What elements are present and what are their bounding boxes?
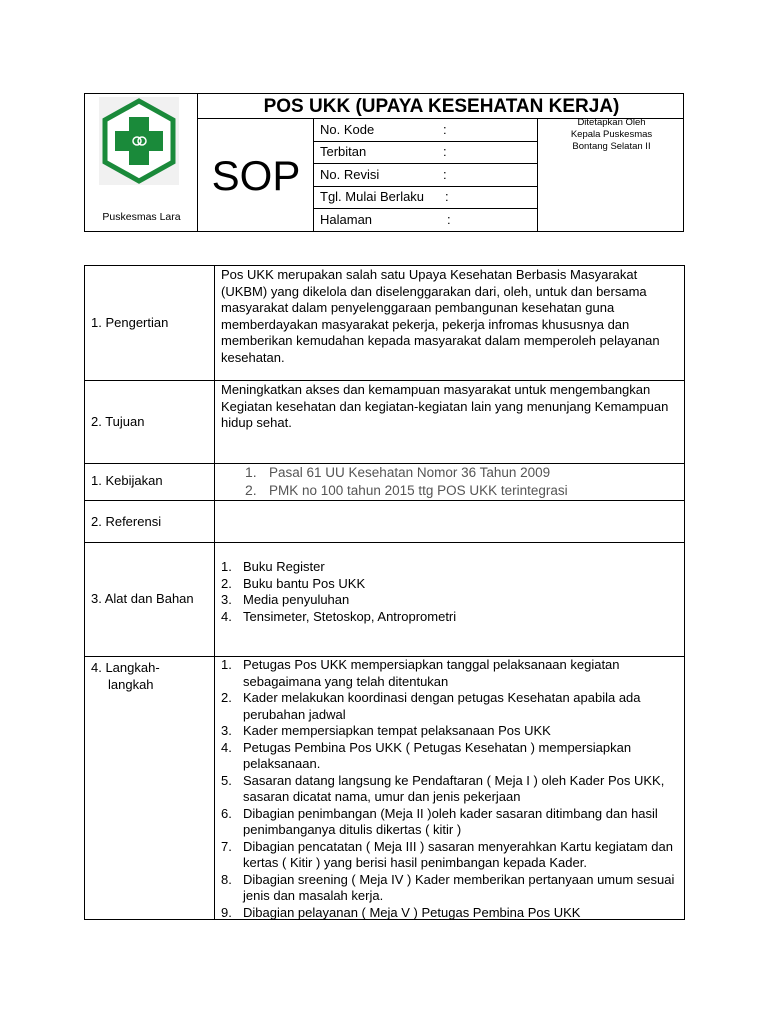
- sop-table: [84, 265, 685, 920]
- meta-value: :: [447, 212, 451, 227]
- meta-value: :: [445, 189, 449, 204]
- langkah-list: [221, 657, 681, 921]
- row-alat-bahan: [84, 543, 685, 657]
- row-pengertian: [84, 266, 685, 381]
- row-label: [85, 657, 215, 919]
- row-label: [85, 266, 215, 380]
- meta-label: No. Revisi: [320, 167, 380, 182]
- issued-line: Kepala Puskesmas: [570, 129, 653, 140]
- list-item: 6. Dibagian penimbangan (Meja II )oleh kader sasaran ditimbang dan hasil penimbanganya ditulis dikertas ( kitir ): [221, 805, 658, 837]
- list-item: 2. PMK no 100 tahun 2015 ttg POS UKK terintegrasi: [245, 481, 568, 498]
- list-item: 1. Buku Register: [221, 559, 325, 574]
- row-label: [85, 543, 215, 656]
- issued-line: Bontang Selatan II: [572, 141, 651, 152]
- meta-label: Halaman: [320, 212, 373, 227]
- row-label: [85, 381, 215, 463]
- row-referensi: [84, 501, 685, 543]
- puskesmas-logo: [99, 97, 179, 185]
- row-label-text: 3. Alat dan Bahan: [91, 591, 194, 606]
- row-langkah: [84, 657, 685, 920]
- meta-halaman: [314, 209, 538, 232]
- list-item: 7. Dibagian pencatatan ( Meja III ) sasaran menyerahkan Kartu kegiatam dan kertas ( Kitir ) yang berisi hasil penimbangan kepada Kader.: [221, 838, 673, 870]
- list-item: 3. Kader mempersiapkan tempat pelaksanaan Pos UKK: [221, 723, 551, 738]
- row-label-text: 2. Referensi: [91, 514, 162, 529]
- organization-name: Puskesmas Lara: [102, 211, 181, 223]
- meta-value: :: [443, 144, 447, 159]
- meta-no-revisi: [314, 164, 538, 187]
- meta-label: Tgl. Mulai Berlaku: [320, 189, 425, 204]
- meta-label: No. Kode: [320, 122, 375, 137]
- meta-value: :: [443, 122, 447, 137]
- meta-tgl-mulai: [314, 186, 538, 209]
- list-item: 4. Tensimeter, Stetoskop, Antroprometri: [221, 608, 457, 624]
- row-label-text: 2. Tujuan: [91, 414, 145, 429]
- kebijakan-list: [245, 464, 705, 499]
- list-item: 9. Dibagian pelayanan ( Meja V ) Petugas Pembina Pos UKK: [221, 904, 581, 920]
- row-label-text: 1. Kebijakan: [91, 473, 163, 488]
- list-item: 2. Buku bantu Pos UKK: [221, 575, 366, 591]
- document-title: POS UKK (UPAYA KESEHATAN KERJA): [263, 96, 620, 117]
- pengertian-text: Pos UKK merupakan salah satu Upaya Kesehatan Berbasis Masyarakat (UKBM) yang dikelola dan diselenggarakan dari, oleh, untuk dan bersama masyarakat dalam penyelenggaraan pembangunan kesehatan guna memberdayakan masyarakat pekerja, pekerja infromas khususnya dan memberikan kemudahan kepada masyarakat dalam memperoleh pelayanan kesehatan.: [221, 267, 660, 365]
- meta-label: Terbitan: [320, 144, 367, 159]
- puskesmas-logo-icon: [99, 97, 179, 185]
- row-kebijakan: [84, 464, 685, 501]
- row-label: [85, 464, 215, 500]
- list-item: 3. Media penyuluhan: [221, 592, 350, 607]
- row-label-text: 4. Langkah- langkah: [91, 660, 160, 692]
- row-label: [85, 501, 215, 542]
- sop-label: SOP: [211, 152, 301, 199]
- row-label-text: 1. Pengertian: [91, 315, 169, 330]
- list-item: 1. Petugas Pos UKK mempersiapkan tanggal pelaksanaan kegiatan sebagaimana yang telah ditentukan: [221, 657, 620, 689]
- list-item: 2. Kader melakukan koordinasi dengan petugas Kesehatan apabila ada perubahan jadwal: [221, 690, 641, 722]
- meta-no-kode: [314, 119, 538, 142]
- meta-terbitan: [314, 141, 538, 164]
- tujuan-text: Meningkatkan akses dan kemampuan masyarakat untuk mengembangkan Kegiatan kesehatan dan kegiatan-kegiatan lain yang menunjang Kemampuan hidup sehat.: [221, 382, 669, 430]
- issued-by: [538, 117, 685, 153]
- meta-value: :: [443, 167, 447, 182]
- list-item: 8. Dibagian sreening ( Meja IV ) Kader memberikan pertanyaan umum sesuai jenis dan masalah kerja.: [221, 871, 675, 903]
- list-item: 5. Sasaran datang langsung ke Pendaftaran ( Meja I ) oleh Kader Pos UKK, sasaran dicatat nama, umur dan jenis pekerjaan: [221, 772, 665, 804]
- list-item: 1. Pasal 61 UU Kesehatan Nomor 36 Tahun 2009: [245, 464, 551, 480]
- alat-list: [221, 559, 681, 625]
- sop-header: [84, 93, 684, 232]
- list-item: 4. Petugas Pembina Pos UKK ( Petugas Kesehatan ) mempersiapkan pelaksanaan.: [221, 739, 632, 771]
- row-tujuan: [84, 381, 685, 464]
- issued-line: Ditetapkan Oleh: [577, 117, 646, 128]
